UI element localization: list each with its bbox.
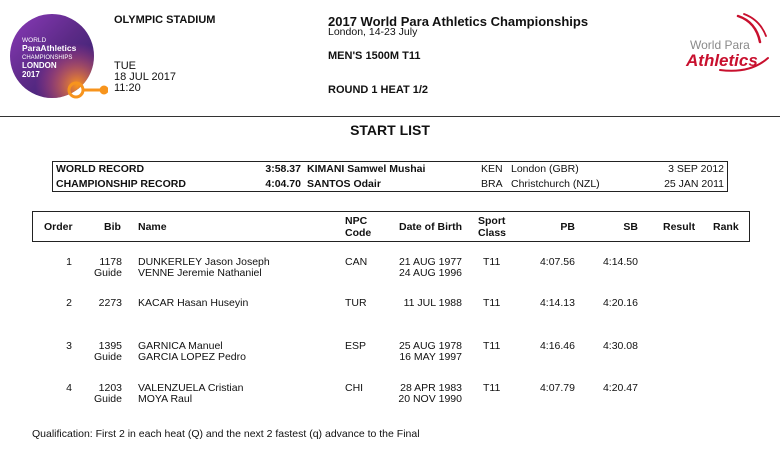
entry-sb: 4:20.47 xyxy=(602,382,638,394)
record-date: 25 JAN 2011 xyxy=(664,178,724,190)
entry-sb: 4:14.50 xyxy=(602,256,638,268)
entry-class: T11 xyxy=(483,297,501,309)
col-header-bib: Bib xyxy=(104,221,121,233)
entry-order: 2 xyxy=(66,297,72,309)
logo-text-line: CHAMPIONSHIPS xyxy=(22,55,73,61)
entry-order: 3 xyxy=(66,340,72,352)
logo-line-1: World Para xyxy=(690,38,750,52)
col-header-sb: SB xyxy=(623,221,638,233)
entry-class: T11 xyxy=(483,340,501,352)
world-para-athletics-logo xyxy=(660,12,772,78)
logo-text-line: ParaAthletics xyxy=(22,43,77,53)
record-date: 3 SEP 2012 xyxy=(668,163,724,175)
record-place: Christchurch (NZL) xyxy=(511,178,600,190)
event-day: TUE xyxy=(114,60,136,72)
entry-guide-label: Guide xyxy=(93,267,122,279)
col-header-name: Name xyxy=(138,221,167,233)
entry-npc: ESP xyxy=(345,340,367,352)
entry-class: T11 xyxy=(483,382,501,394)
logo-text-line: WORLD xyxy=(22,37,47,44)
entry-dob: 28 APR 1983 xyxy=(400,382,462,394)
championships-logo xyxy=(8,10,108,100)
record-npc: KEN xyxy=(481,163,503,175)
entry-pb: 4:16.46 xyxy=(539,340,575,352)
logo-text-line: LONDON xyxy=(22,61,57,70)
entry-dob: 21 AUG 1977 xyxy=(398,256,462,268)
qualification-note: Qualification: First 2 in each heat (Q) and the next 2 fastest (q) advance to the Final xyxy=(32,428,420,440)
document-title: START LIST xyxy=(350,122,430,138)
record-npc: BRA xyxy=(481,178,503,190)
championship-record-row xyxy=(53,177,727,192)
entry-athlete-name: VALENZUELA Cristian xyxy=(138,382,244,394)
col-header-npc-line1: NPC xyxy=(345,215,368,227)
championship-subtitle: London, 14-23 July xyxy=(328,26,418,38)
col-header-npc xyxy=(345,215,371,239)
entry-guide-dob: 24 AUG 1996 xyxy=(398,267,462,279)
record-holder: SANTOS Odair xyxy=(307,178,381,190)
record-time: 3:58.37 xyxy=(265,163,301,175)
entry-sb: 4:20.16 xyxy=(602,297,638,309)
entry-dob: 11 JUL 1988 xyxy=(403,297,462,309)
entry-class: T11 xyxy=(483,256,501,268)
record-place: London (GBR) xyxy=(511,163,579,175)
col-header-order: Order xyxy=(44,221,73,233)
record-time: 4:04.70 xyxy=(265,178,301,190)
entry-athlete-name: KACAR Hasan Huseyin xyxy=(138,297,249,309)
record-label: CHAMPIONSHIP RECORD xyxy=(56,178,186,190)
entry-npc: CHI xyxy=(345,382,364,394)
entry-bib: 1203 xyxy=(98,382,122,394)
entry-athlete-name: GARNICA Manuel xyxy=(138,340,223,352)
logo-line-2: Athletics xyxy=(686,51,758,70)
entry-dob: 25 AUG 1978 xyxy=(398,340,462,352)
venue-name: OLYMPIC STADIUM xyxy=(114,14,216,26)
entry-npc: TUR xyxy=(345,297,367,309)
record-label: WORLD RECORD xyxy=(56,163,145,175)
event-time: 11:20 xyxy=(114,82,141,94)
header-divider xyxy=(0,116,780,117)
entry-athlete-name: DUNKERLEY Jason Joseph xyxy=(138,256,270,268)
entry-guide-name: MOYA Raul xyxy=(138,393,193,405)
entry-pb: 4:07.79 xyxy=(539,382,575,394)
entry-guide-name: VENNE Jeremie Nathaniel xyxy=(138,267,262,279)
col-header-class-line1: Sport xyxy=(478,215,506,227)
entry-pb: 4:14.13 xyxy=(539,297,575,309)
entry-guide-name: GARCIA LOPEZ Pedro xyxy=(138,351,246,363)
entry-guide-dob: 16 MAY 1997 xyxy=(399,351,462,363)
records-box xyxy=(52,161,728,192)
entry-order: 4 xyxy=(66,382,72,394)
entry-pb: 4:07.56 xyxy=(539,256,575,268)
col-header-dob: Date of Birth xyxy=(399,221,462,233)
col-header-class-line2: Class xyxy=(478,227,507,239)
entry-bib: 2273 xyxy=(98,297,122,309)
event-name: MEN'S 1500M T11 xyxy=(328,50,421,62)
entry-bib: 1395 xyxy=(98,340,122,352)
entry-order: 1 xyxy=(66,256,72,268)
record-holder: KIMANI Samwel Mushai xyxy=(307,163,426,175)
entry-sb: 4:30.08 xyxy=(602,340,638,352)
col-header-result: Result xyxy=(663,221,696,233)
entry-guide-label: Guide xyxy=(93,351,122,363)
logo-text-line: 2017 xyxy=(22,70,40,79)
entry-guide-dob: 20 NOV 1990 xyxy=(398,393,462,405)
entry-npc: CAN xyxy=(345,256,368,268)
championship-title: 2017 World Para Athletics Championships xyxy=(328,14,589,29)
event-date: 18 JUL 2017 xyxy=(114,71,176,83)
col-header-npc-line2: Code xyxy=(345,227,372,239)
world-record-row xyxy=(53,162,727,177)
col-header-class xyxy=(478,215,506,239)
entry-guide-label: Guide xyxy=(93,393,122,405)
entry-bib: 1178 xyxy=(99,256,122,268)
col-header-rank: Rank xyxy=(713,221,739,233)
round-heat: ROUND 1 HEAT 1/2 xyxy=(328,84,429,96)
col-header-pb: PB xyxy=(560,221,575,233)
